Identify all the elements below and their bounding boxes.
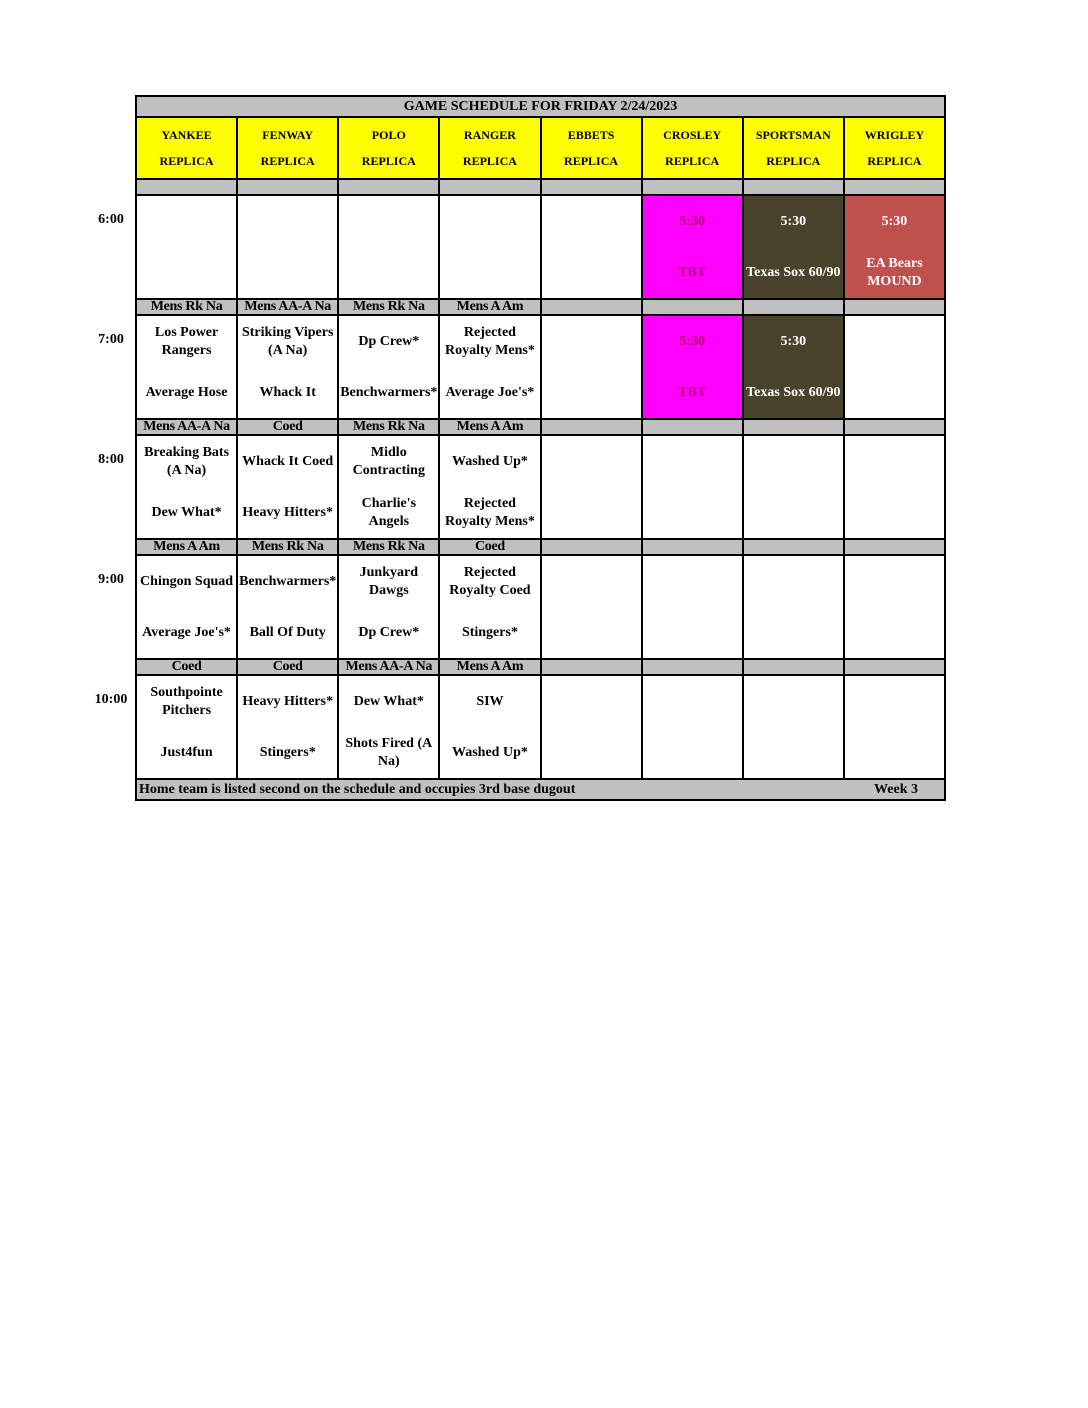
division-label (845, 180, 944, 194)
visitor-team (643, 676, 742, 727)
visitor-team: Heavy Hitters* (242, 693, 333, 709)
field-name: SPORTSMAN (755, 128, 831, 142)
division-label (440, 180, 541, 194)
game-cell (339, 436, 440, 538)
home-team: Ball Of Duty (249, 624, 326, 640)
game-cell (542, 196, 643, 298)
visitor-team (339, 196, 438, 247)
division-label (845, 540, 944, 554)
division-label: Mens Rk Na (339, 540, 440, 554)
visitor-team: Midlo Contracting (352, 444, 425, 478)
home-team: Just4fun (160, 744, 213, 760)
schedule-title: GAME SCHEDULE FOR FRIDAY 2/24/2023 (137, 97, 944, 118)
visitor-team (744, 436, 843, 487)
home-team: Stingers* (259, 744, 316, 760)
game-cell (643, 676, 744, 778)
home-team (845, 487, 944, 538)
division-label: Mens Rk Na (238, 540, 339, 554)
division-label: Mens A Am (137, 540, 238, 554)
field-name: WRIGLEY (864, 128, 925, 142)
division-label: Mens AA-A Na (137, 420, 238, 434)
game-cell (137, 196, 238, 298)
field-header (845, 118, 944, 178)
division-label (845, 300, 944, 314)
game-cell (542, 436, 643, 538)
home-team: Washed Up* (452, 744, 528, 760)
game-cell (643, 436, 744, 538)
division-label (845, 420, 944, 434)
game-cell-sportsman (744, 196, 845, 298)
visitor-team: Dp Crew* (358, 333, 420, 349)
game-cell (137, 556, 238, 658)
visitor-team: Junkyard Dawgs (359, 564, 418, 598)
home-team (542, 727, 641, 778)
field-name: EBBETS (567, 128, 615, 142)
home-team (137, 247, 236, 298)
division-row (137, 180, 944, 196)
home-team (744, 487, 843, 538)
field-type: REPLICA (260, 154, 315, 168)
home-team (845, 367, 944, 418)
time-label: 8:00 (98, 452, 124, 467)
division-row (137, 300, 944, 316)
field-name: YANKEE (161, 128, 212, 142)
game-cell (744, 436, 845, 538)
schedule-table (135, 95, 946, 801)
home-team (440, 247, 539, 298)
schedule-footer (137, 780, 944, 799)
field-header (339, 118, 440, 178)
division-label (542, 300, 643, 314)
division-label: Mens AA-A Na (339, 660, 440, 674)
time-label: 10:00 (94, 692, 128, 707)
division-label: Coed (137, 660, 238, 674)
division-label: Mens A Am (440, 300, 541, 314)
division-label (339, 180, 440, 194)
home-team (744, 727, 843, 778)
visitor-team (542, 436, 641, 487)
game-cell (440, 436, 541, 538)
game-cell (238, 196, 339, 298)
field-type: REPLICA (766, 154, 821, 168)
home-team (238, 247, 337, 298)
time-label: 6:00 (98, 212, 124, 227)
home-team: Stingers* (461, 624, 518, 640)
game-cell (643, 556, 744, 658)
home-team (845, 727, 944, 778)
home-team: Shots Fired (A Na) (345, 735, 433, 769)
visitor-team (542, 196, 641, 247)
visitor-team: Southpointe Pitchers (150, 684, 223, 718)
home-team (845, 607, 944, 658)
visitor-team (542, 556, 641, 607)
field-type: REPLICA (361, 154, 416, 168)
home-team-note: Home team is listed second on the schedule and occupies 3rd base dugout (139, 781, 576, 797)
division-label (744, 180, 845, 194)
visitor-team: Dew What* (353, 693, 424, 709)
team-name: EA Bears MOUND (866, 255, 923, 289)
game-cell (238, 556, 339, 658)
field-header (440, 118, 541, 178)
field-name: FENWAY (262, 128, 314, 142)
division-label (643, 420, 744, 434)
home-team (542, 487, 641, 538)
field-name: RANGER (463, 128, 516, 142)
game-cell (137, 436, 238, 538)
division-label (744, 420, 845, 434)
game-cell (845, 676, 944, 778)
game-cell (845, 316, 944, 418)
field-name: CROSLEY (663, 128, 722, 142)
home-team: Dew What* (151, 504, 222, 520)
game-cell-crosley (643, 316, 744, 418)
visitor-team: Striking Vipers (A Na) (241, 324, 334, 358)
game-cell (542, 316, 643, 418)
game-cell (238, 316, 339, 418)
visitor-team: Washed Up* (452, 453, 528, 469)
division-row (137, 540, 944, 556)
team-name: Texas Sox 60/90 (746, 384, 841, 400)
field-header (137, 118, 238, 178)
division-label: Mens A Am (440, 660, 541, 674)
field-type: REPLICA (564, 154, 619, 168)
team-name: Texas Sox 60/90 (746, 264, 841, 280)
game-cell-crosley (643, 196, 744, 298)
home-team (542, 607, 641, 658)
game-cell (440, 316, 541, 418)
field-name: POLO (371, 128, 406, 142)
visitor-team: Whack It Coed (242, 453, 334, 469)
division-label: Mens AA-A Na (238, 300, 339, 314)
game-cell (339, 196, 440, 298)
game-cell (744, 556, 845, 658)
home-team: Average Joe's* (142, 624, 231, 640)
division-label (744, 660, 845, 674)
home-team: Benchwarmers* (340, 384, 438, 400)
home-team: Average Hose (145, 384, 228, 400)
home-team: Rejected Royalty Mens* (445, 495, 535, 529)
game-time: 5:30 (679, 213, 706, 229)
division-label (542, 180, 643, 194)
field-type: REPLICA (159, 154, 214, 168)
visitor-team: SIW (476, 693, 504, 709)
team-name: TBT (678, 384, 707, 400)
visitor-team (845, 436, 944, 487)
division-label (643, 300, 744, 314)
game-time: 5:30 (679, 333, 706, 349)
home-team (643, 607, 742, 658)
game-slot-row (137, 676, 944, 780)
game-slot-row (137, 196, 944, 300)
game-cell (845, 436, 944, 538)
division-row (137, 660, 944, 676)
game-cell (744, 676, 845, 778)
division-label (845, 660, 944, 674)
game-cell (440, 676, 541, 778)
field-type: REPLICA (665, 154, 720, 168)
game-cell (238, 436, 339, 538)
division-label (542, 540, 643, 554)
game-cell-sportsman (744, 316, 845, 418)
visitor-team (542, 316, 641, 367)
home-team: Average Joe's* (445, 384, 535, 400)
visitor-team: Rejected Royalty Coed (449, 564, 531, 598)
division-label (542, 660, 643, 674)
division-label: Mens Rk Na (137, 300, 238, 314)
game-cell (339, 676, 440, 778)
visitor-team (137, 196, 236, 247)
visitor-team (845, 316, 944, 367)
game-cell (440, 196, 541, 298)
division-label (643, 540, 744, 554)
division-label (643, 660, 744, 674)
home-team (339, 247, 438, 298)
visitor-team: Los Power Rangers (154, 324, 219, 358)
game-time: 5:30 (780, 213, 807, 229)
time-label: 9:00 (98, 572, 124, 587)
visitor-team (542, 676, 641, 727)
field-header (744, 118, 845, 178)
visitor-team (440, 196, 539, 247)
visitor-team: Chingon Squad (140, 573, 234, 589)
team-name: TBT (678, 264, 707, 280)
home-team (542, 367, 641, 418)
division-label (643, 180, 744, 194)
home-team (744, 607, 843, 658)
field-header (238, 118, 339, 178)
division-label (542, 420, 643, 434)
game-cell (542, 556, 643, 658)
visitor-team (744, 556, 843, 607)
division-label (744, 300, 845, 314)
game-slot-row (137, 556, 944, 660)
game-cell (542, 676, 643, 778)
home-team: Charlie's Angels (361, 495, 417, 529)
division-label: Mens A Am (440, 420, 541, 434)
visitor-team (845, 556, 944, 607)
visitor-team (643, 436, 742, 487)
game-cell (137, 316, 238, 418)
field-type: REPLICA (462, 154, 517, 168)
division-label: Mens Rk Na (339, 420, 440, 434)
division-row (137, 420, 944, 436)
game-slot-row (137, 316, 944, 420)
visitor-team (845, 676, 944, 727)
game-slot-row (137, 436, 944, 540)
home-team (643, 487, 742, 538)
week-label: Week 3 (874, 781, 918, 797)
game-cell (137, 676, 238, 778)
game-cell (845, 556, 944, 658)
home-team: Whack It (259, 384, 316, 400)
division-label: Mens Rk Na (339, 300, 440, 314)
visitor-team: Rejected Royalty Mens* (445, 324, 535, 358)
division-label (137, 180, 238, 194)
visitor-team (643, 556, 742, 607)
field-header (643, 118, 744, 178)
field-type: REPLICA (867, 154, 922, 168)
division-label: Coed (238, 420, 339, 434)
field-header (542, 118, 643, 178)
visitor-team (744, 676, 843, 727)
home-team: Dp Crew* (358, 624, 420, 640)
visitor-team: Breaking Bats (A Na) (144, 444, 230, 478)
game-time: 5:30 (881, 213, 908, 229)
game-cell-wrigley (845, 196, 944, 298)
game-cell (339, 556, 440, 658)
game-time: 5:30 (780, 333, 807, 349)
visitor-team (238, 196, 337, 247)
game-cell (440, 556, 541, 658)
division-label (744, 540, 845, 554)
field-header-row (137, 118, 944, 180)
division-label (238, 180, 339, 194)
home-team (643, 727, 742, 778)
home-team: Heavy Hitters* (242, 504, 333, 520)
game-cell (339, 316, 440, 418)
time-label: 7:00 (98, 332, 124, 347)
visitor-team: Benchwarmers* (239, 573, 337, 589)
division-label: Coed (440, 540, 541, 554)
game-cell (238, 676, 339, 778)
home-team (542, 247, 641, 298)
division-label: Coed (238, 660, 339, 674)
